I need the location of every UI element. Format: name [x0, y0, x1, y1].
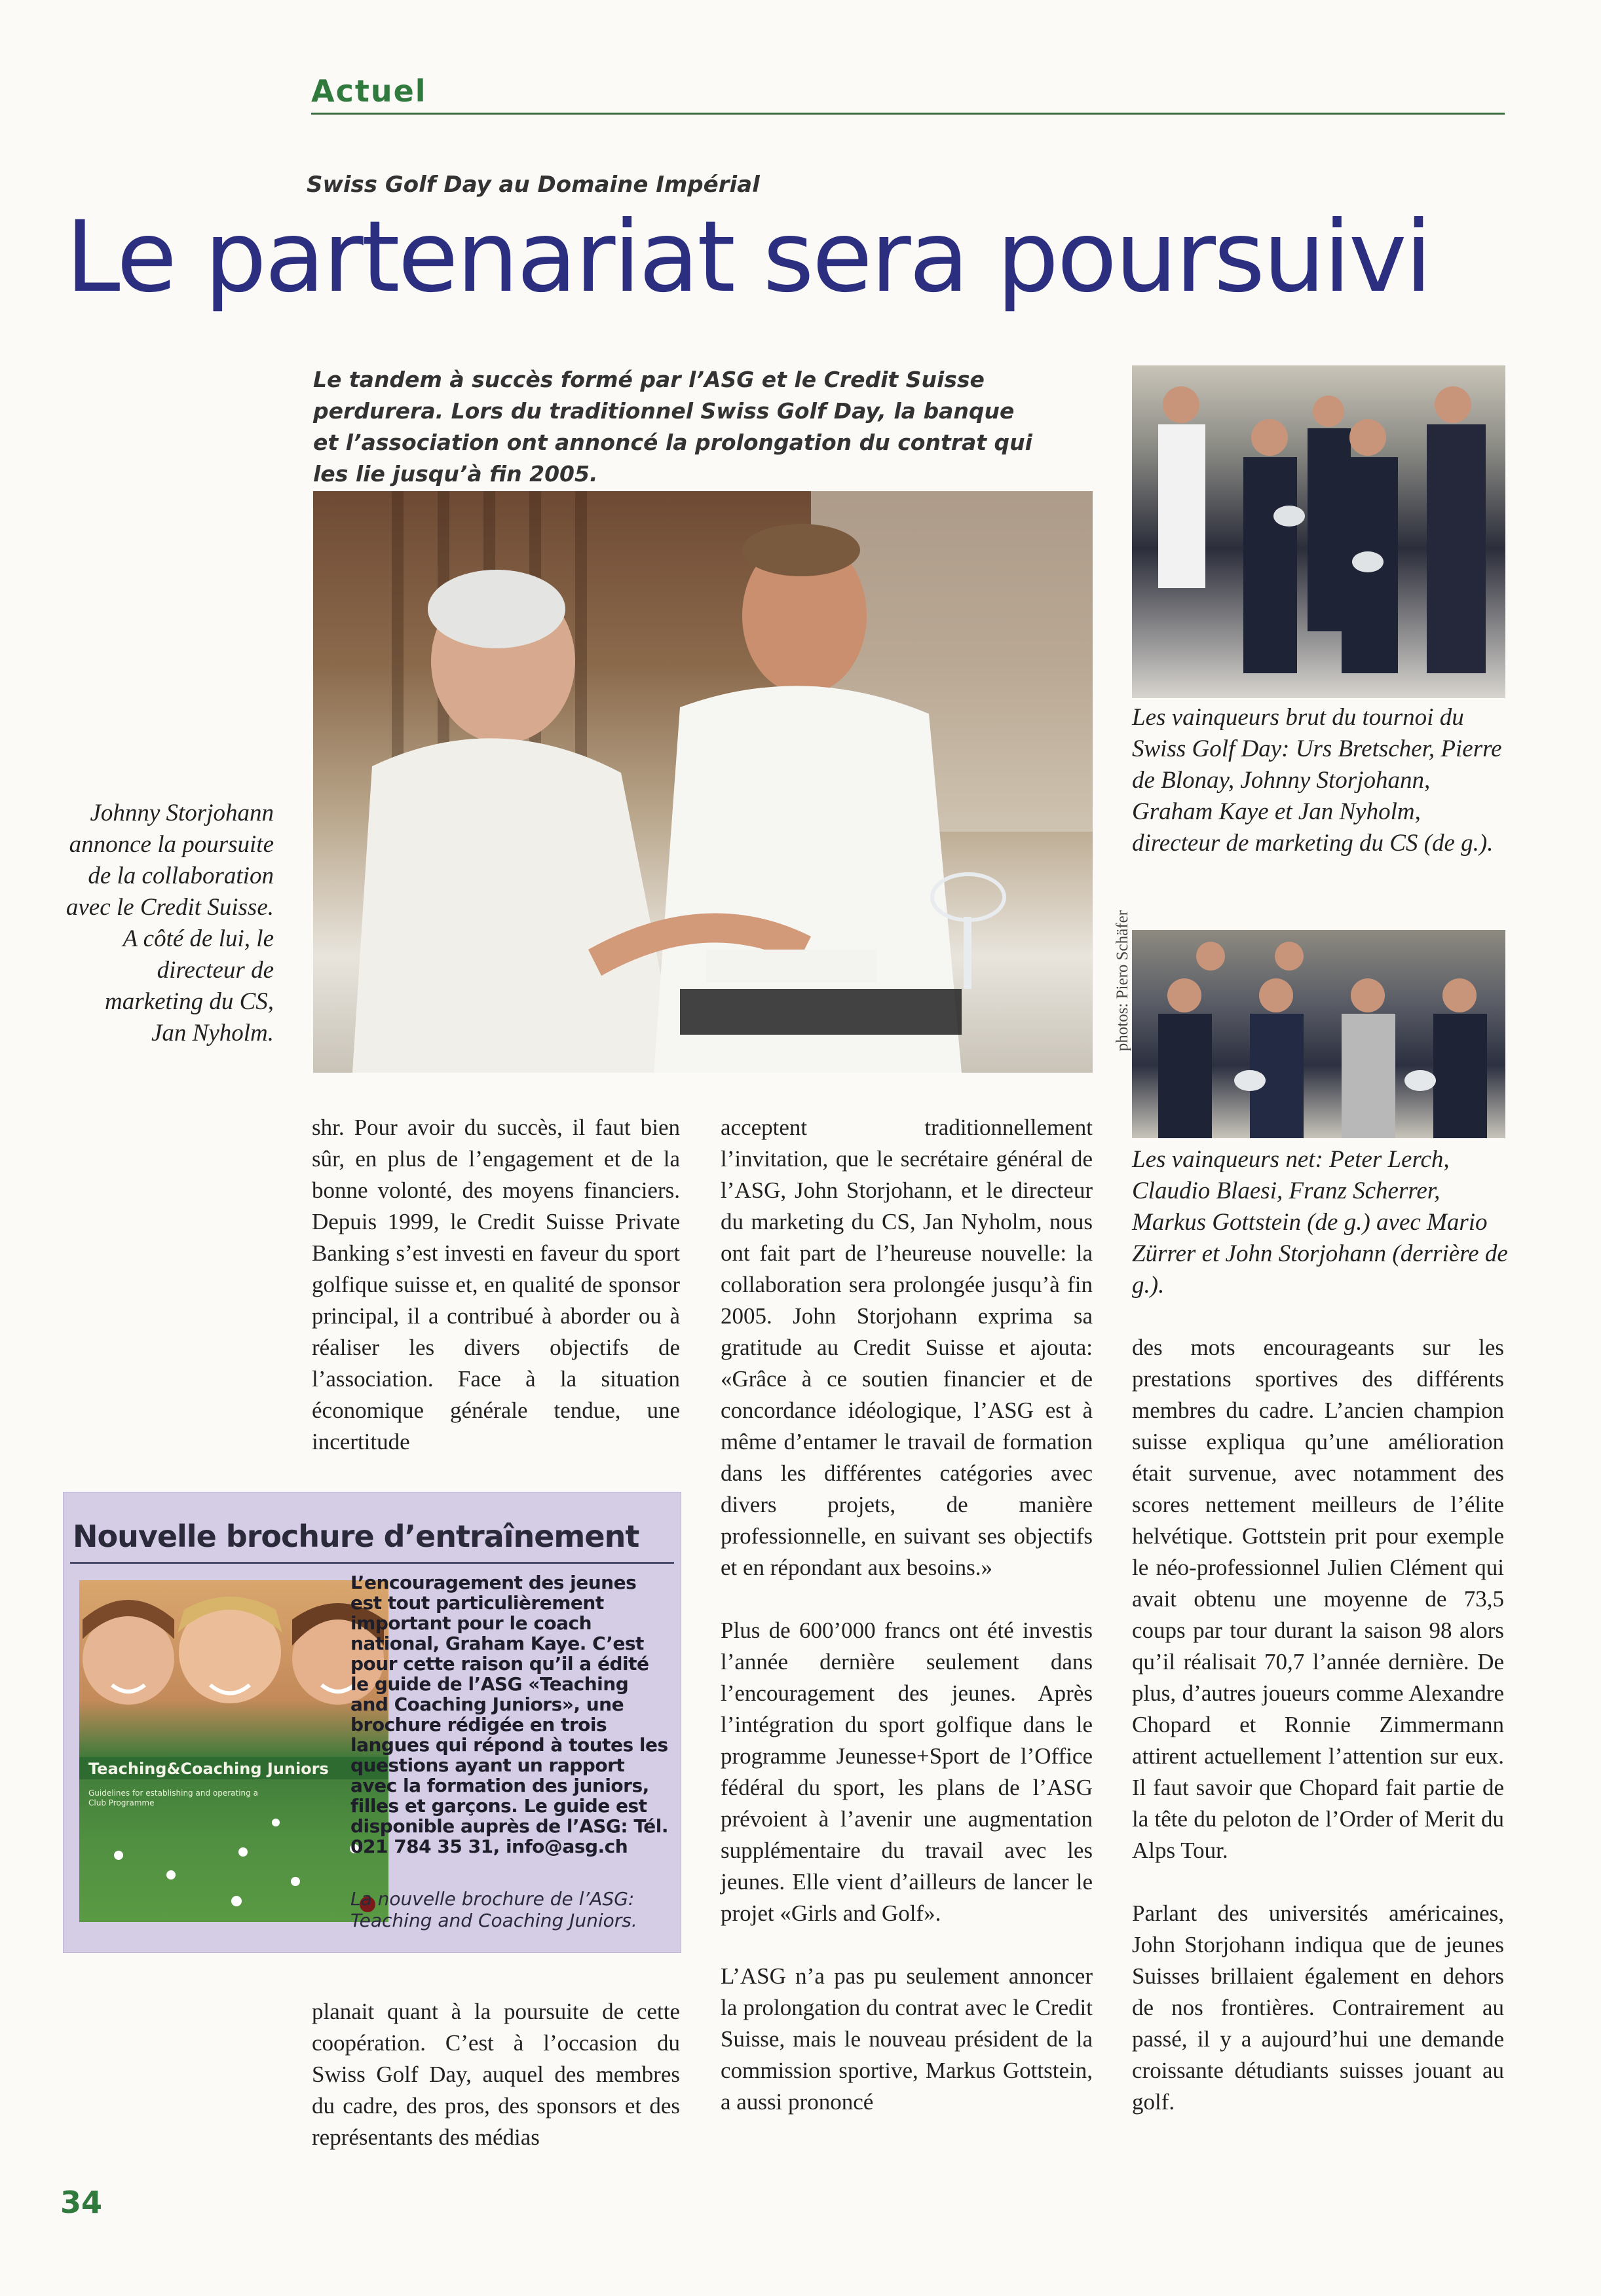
brochure-cover-subtitle: Guidelines for establishing and operating a Club Programme [88, 1788, 258, 1807]
article-paragraph: Plus de 600’000 francs ont été investis l’année dernière seulement dans l’encouragement des jeunes. Après l’intégration du sport golfique dans le programme Jeunesse+Sport de l’Office fédéral du sport, les plans de l’ASG prévoient à l’avenir une augmentation supplémentaire du travail avec les jeunes. Elle vient d’ailleurs de lancer le projet «Girls and Golf». [721, 1618, 1093, 1926]
article-column-1-bottom [312, 1996, 680, 2153]
article-paragraph: L’ASG n’a pas pu seulement annoncer la prolongation du contrat avec le Credit Suisse, mais le nouveau président de la commission sportive, Markus Gottstein, a aussi prononcé [721, 1963, 1093, 2115]
winners-net-illustration [1132, 930, 1505, 1138]
article-paragraph: shr. Pour avoir du succès, il faut bien sûr, en plus de l’engagement et de la bonne volonté, des moyens financiers. Depuis 1999, le Credit Suisse Private Banking s’est investi en faveur du sport golfique suisse et, en qualité de sponsor principal, il a contribué à aborder ou à réaliser les divers objectifs de l’association. Face à la situation économique générale tendue, une incertitude [312, 1115, 680, 1454]
winners-brut-photo [1132, 365, 1505, 698]
page-number: 34 [60, 2185, 103, 2220]
article-lead: Le tandem à succès formé par l’ASG et le Credit Suisse perdurera. Lors du traditionnel Swiss Golf Day, la banque et l’association ont annoncé la prolongation du contrat qui les lie jusqu’à fin 2005. [313, 367, 1032, 487]
main-photo-illustration [313, 491, 1093, 1073]
photo-credit [1101, 910, 1131, 1081]
article-paragraph: planait quant à la poursuite de cette coopération. C’est à l’occasion du Swiss Golf Day, auquel des membres du cadre, des pros, des sponsors et des représentants des médias [312, 1999, 680, 2150]
winners-net-photo [1132, 930, 1505, 1138]
winners-brut-caption: Les vainqueurs brut du tournoi du Swiss Golf Day: Urs Bretscher, Pierre de Blonay, Johnny Storjohann, Graham Kaye et Jan Nyholm, directeur de marketing du CS (de g.). [1132, 704, 1502, 857]
brochure-cover-faces [79, 1580, 388, 1757]
brochure-box-text: L’encouragement des jeunes est tout particulièrement important pour le coach national, Graham Kaye. C’est pour cette raison qu’il a édité le guide de l’ASG «Teaching and Coaching Juniors», une brochure rédigée en trois langues qui répond à toutes les questions ayant un rapport avec la formation des juniors, filles et garçons. Le guide est disponible auprès de l’ASG: Tél. 021 784 35 31, info@asg.ch [350, 1572, 668, 1857]
brochure-cover-image [79, 1580, 388, 1922]
section-label: Actuel [311, 73, 427, 109]
article-paragraph: des mots encourageants sur les prestations sportives des différents membres du cadre. L’ancien champion suisse expliqua qu’une amélioration était survenue, avec notamment des scores nettement meilleurs de l’élite helvétique. Gottstein prit pour exemple le néo-professionnel Julien Clément qui avait obtenu une moyenne de 73,5 coups par tour durant la saison 98 alors qu’il réalisait 70,7 l’année dernière. De plus, d’autres joueurs comme Alexandre Chopard et Ronnie Zimmermann attirent actuellement l’attention sur eux. Il faut savoir que Chopard fait partie de la tête du peloton de l’Order of Merit du Alps Tour. [1132, 1335, 1504, 1863]
article-headline: Le partenariat sera poursuivi [66, 200, 1431, 314]
article-paragraph: acceptent traditionnellement l’invitation, que le secrétaire général de l’ASG, John Storjohann, et le directeur du marketing du CS, Jan Nyholm, nous ont fait part de l’heureuse nouvelle: la collaboration sera prolongée jusqu’à fin 2005. John Storjohann exprima sa gratitude au Credit Suisse et ajouta: «Grâce à ce soutien financier et de concordance idéologique, l’ASG est à même d’entamer le travail de formation dans les différentes catégories avec divers projets, de manière professionnelle, en suivant ses objectifs et en répondant aux besoins.» [721, 1115, 1093, 1580]
article-column-3 [1132, 1332, 1504, 2118]
winners-net-caption: Les vainqueurs net: Peter Lerch, Claudio Blaesi, Franz Scherrer, Markus Gottstein (de g.) avec Mario Zürrer et John Storjohann (derrière de g.). [1132, 1146, 1508, 1299]
brochure-box-title: Nouvelle brochure d’entraînement [73, 1519, 639, 1554]
article-paragraph: Parlant des universités américaines, John Storjohann indiqua que de jeunes Suisses brillaient également en dehors de nos frontières. Contrairement au passé, il y a aujourd’hui une demande croissante détudiants suisses jouant au golf. [1132, 1900, 1504, 2115]
photo-credit-text: photos: Piero Schäfer [1114, 910, 1131, 1052]
brochure-cover-golf-balls [79, 1777, 388, 1921]
winners-brut-illustration [1132, 365, 1505, 698]
article-column-1-top [312, 1112, 680, 1458]
main-photo-caption: Johnny Storjohann annonce la poursuite de la collaboration avec le Credit Suisse. A côté de lui, le directeur de marketing du CS, Jan Nyholm. [66, 800, 274, 1046]
header-rule [311, 113, 1505, 115]
article-kicker: Swiss Golf Day au Domaine Impérial [307, 172, 760, 198]
brochure-box [63, 1492, 681, 1953]
main-photo [313, 491, 1093, 1073]
brochure-box-rule [70, 1562, 674, 1564]
brochure-box-caption: La nouvelle brochure de l’ASG: Teaching and Coaching Juniors. [350, 1888, 637, 1931]
article-column-2 [721, 1112, 1093, 2118]
brochure-cover-title: Teaching&Coaching Juniors [88, 1760, 329, 1778]
